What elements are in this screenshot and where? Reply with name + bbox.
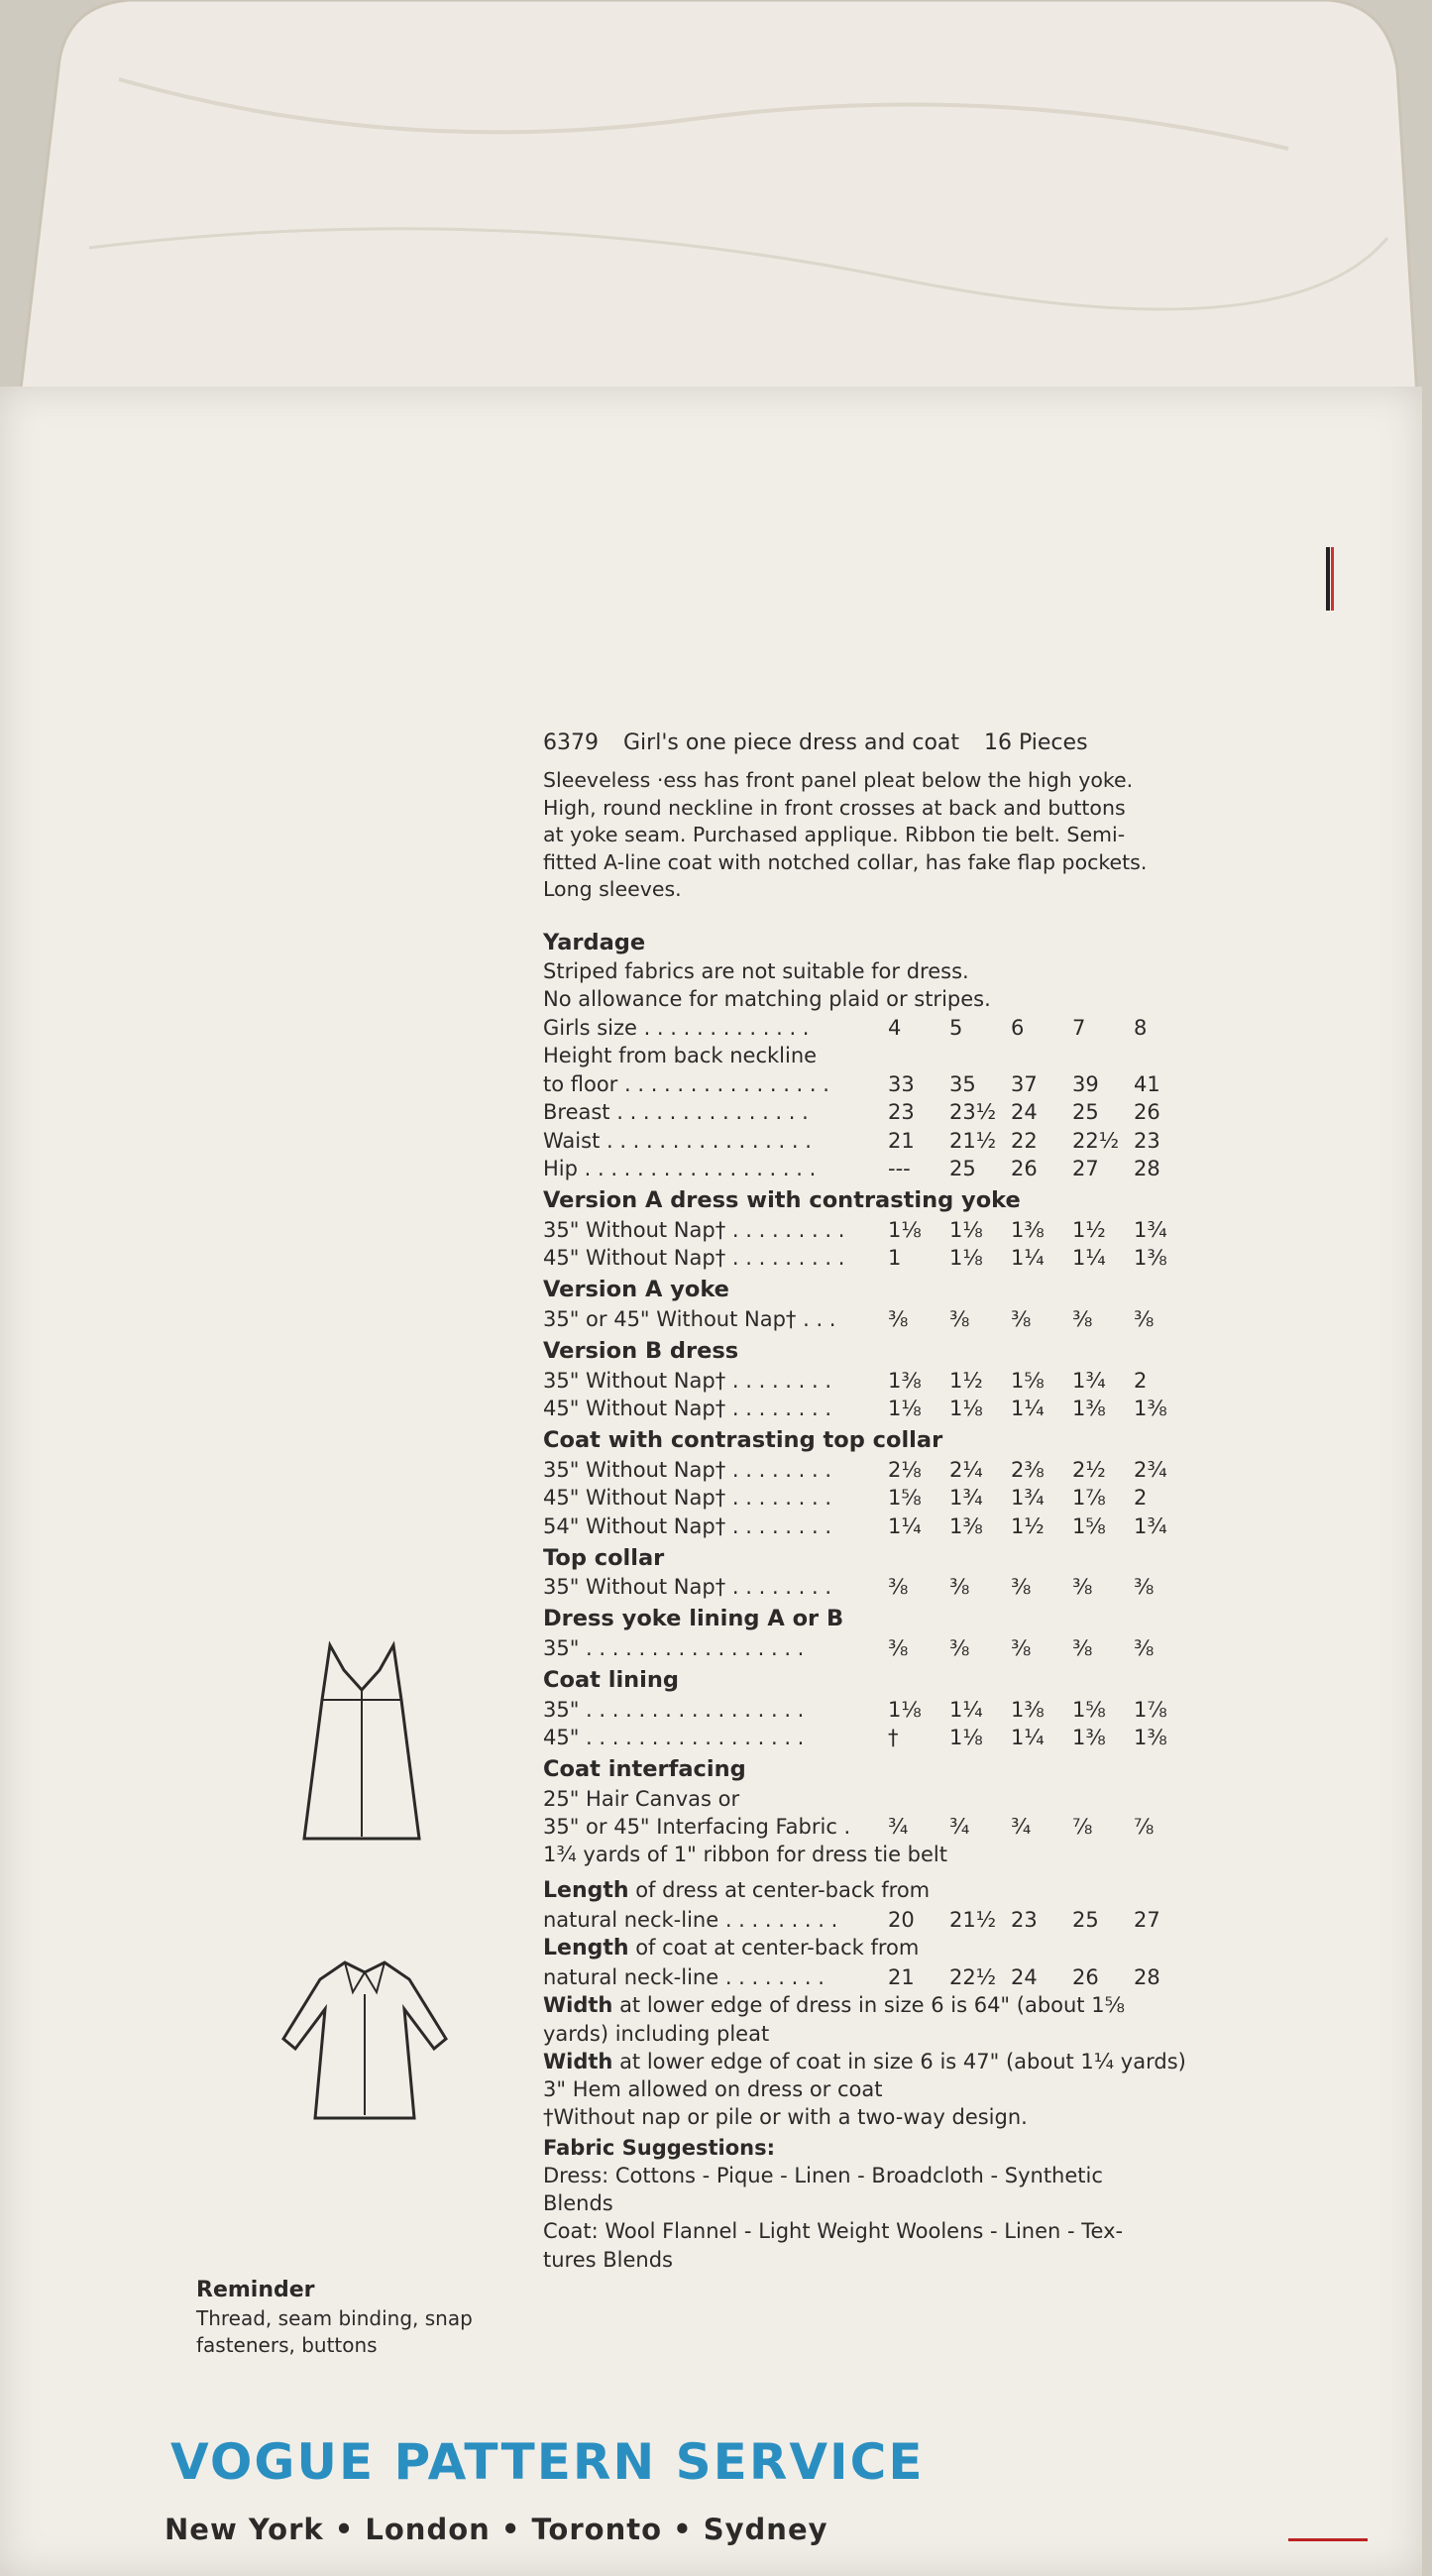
width-text: at lower edge of dress in size 6 is 64" (about 1⅝ (612, 1993, 1125, 2018)
row-value: ⅜ (949, 1635, 970, 1660)
row-value: 4 (888, 1015, 902, 1040)
fabric-line: Blends (543, 2191, 613, 2216)
yardage-row (543, 1512, 1197, 1540)
row-value: 1¼ (1011, 1726, 1045, 1750)
row-value: 33 (888, 1071, 915, 1096)
row-label: 35" or 45" Interfacing Fabric . (543, 1815, 851, 1840)
reminder-line: fasteners, buttons (196, 2332, 378, 2357)
row-value: 22½ (1072, 1128, 1120, 1153)
row-value: 1¼ (1072, 1246, 1106, 1271)
row-value: 8 (1134, 1015, 1148, 1040)
row-value: 39 (1072, 1071, 1099, 1096)
row-value: 1¾ (1134, 1513, 1167, 1538)
row-value: 6 (1011, 1015, 1025, 1040)
row-value: 27 (1134, 1908, 1160, 1933)
row-value: 26 (1134, 1100, 1160, 1125)
row-value: ⅞ (1134, 1815, 1155, 1840)
row-value: 2⅜ (1011, 1457, 1045, 1482)
row-label: 35" . . . . . . . . . . . . . . . . . (543, 1635, 805, 1660)
row-value: 1⅝ (1072, 1513, 1106, 1538)
row-value: 1⅜ (1072, 1726, 1106, 1750)
yardage-row (543, 1395, 1197, 1423)
description-line: High, round neckline in front crosses at back and buttons (543, 795, 1126, 820)
row-value: 1⅛ (888, 1397, 922, 1420)
row-value: 1⅞ (1134, 1697, 1167, 1722)
row-value: ⅜ (949, 1575, 970, 1600)
row-value: ⅜ (1134, 1575, 1155, 1600)
row-value: 26 (1011, 1157, 1038, 1181)
row-value: 1¼ (1011, 1397, 1045, 1420)
yardage-row (543, 1366, 1197, 1395)
row-value: 1⅜ (1134, 1246, 1167, 1271)
row-value: 21 (888, 1965, 915, 1990)
row-value: 1⅛ (949, 1726, 983, 1750)
yardage-row (543, 1484, 1197, 1512)
row-value: 1¼ (1011, 1246, 1045, 1271)
row-value: 23 (1011, 1908, 1038, 1933)
row-label: 54" Without Nap† . . . . . . . . (543, 1513, 832, 1538)
width-heading: Width (543, 1993, 613, 2018)
row-value: 2 (1134, 1368, 1148, 1393)
row-value: 1¾ (1134, 1217, 1167, 1242)
row-value: ⅜ (888, 1306, 909, 1331)
yardage-row (543, 1098, 1197, 1127)
yardage-row (543, 1042, 1197, 1070)
row-value: 22½ (949, 1965, 997, 1990)
row-label: Hip . . . . . . . . . . . . . . . . . . (543, 1157, 817, 1181)
hem-note: 3" Hem allowed on dress or coat (543, 2076, 883, 2101)
yardage-row (543, 1724, 1197, 1752)
pattern-pieces: 16 Pieces (984, 730, 1088, 755)
row-label: 45" . . . . . . . . . . . . . . . . . (543, 1726, 805, 1750)
row-value: ⅜ (888, 1635, 909, 1660)
row-value: ⅜ (1072, 1306, 1093, 1331)
row-value: 1⅞ (1072, 1486, 1106, 1511)
length-rows (543, 1876, 1197, 1991)
yardage-sections (543, 1185, 1197, 1841)
section-heading: Version B dress (543, 1337, 739, 1364)
length-heading (543, 1934, 1197, 1962)
row-value: 2½ (1072, 1457, 1106, 1482)
row-value: ⅜ (949, 1306, 970, 1331)
length-heading-bold: Length (543, 1878, 629, 1904)
dress-illustration (292, 1640, 431, 1848)
width-text: at lower edge of coat in size 6 is 47" (about 1¼ yards) (612, 2049, 1186, 2073)
yardage-heading: Yardage (543, 929, 646, 955)
row-value: 1⅜ (949, 1513, 983, 1538)
row-value: 37 (1011, 1071, 1038, 1096)
body-measurements (543, 1013, 1197, 1182)
row-value: ⅜ (888, 1575, 909, 1600)
row-value: ⅞ (1072, 1815, 1093, 1840)
row-value: 23 (888, 1100, 915, 1125)
row-value: 2 (1134, 1486, 1148, 1511)
row-value: 2¼ (949, 1457, 983, 1482)
row-value: ¾ (888, 1815, 909, 1840)
row-value: 2¾ (1134, 1457, 1167, 1482)
yardage-row (543, 1126, 1197, 1155)
yardage-row (543, 1215, 1197, 1244)
row-value: ¾ (949, 1815, 970, 1840)
pattern-title: Girl's one piece dress and coat (623, 730, 960, 755)
row-value: 5 (949, 1015, 963, 1040)
row-label: 35" Without Nap† . . . . . . . . . (543, 1217, 845, 1242)
yardage-row (543, 1634, 1197, 1663)
yardage-row (543, 1013, 1197, 1042)
yardage-note: No allowance for matching plaid or stripes. (543, 987, 991, 1012)
row-value: 20 (888, 1908, 915, 1933)
row-value: 1⅛ (949, 1217, 983, 1242)
row-value: 24 (1011, 1100, 1038, 1125)
yardage-row (543, 1963, 1197, 1992)
description-line: fitted A-line coat with notched collar, has fake flap pockets. (543, 849, 1148, 874)
row-value: 28 (1134, 1965, 1160, 1990)
row-value: 1¾ (949, 1486, 983, 1511)
coat-illustration (275, 1955, 454, 2123)
row-label: 45" Without Nap† . . . . . . . . . (543, 1246, 845, 1271)
length-heading-bold: Length (543, 1936, 629, 1961)
length-heading-rest: of dress at center-back from (628, 1878, 931, 1903)
brand-name: VOGUE PATTERN SERVICE (170, 2433, 925, 2491)
row-value: ⅜ (1011, 1306, 1032, 1331)
row-label: Waist . . . . . . . . . . . . . . . . (543, 1128, 812, 1153)
row-value: 1½ (1011, 1513, 1045, 1538)
row-value: 1⅛ (888, 1217, 922, 1242)
length-heading-rest: of coat at center-back from (628, 1936, 920, 1960)
width-line (543, 2020, 1197, 2048)
length-heading (543, 1876, 1197, 1905)
row-value: --- (888, 1157, 911, 1181)
width-line (543, 1991, 1197, 2019)
yardage-row (543, 1784, 1197, 1813)
section-heading: Version A yoke (543, 1277, 729, 1303)
yardage-row (543, 1573, 1197, 1602)
section-heading: Top collar (543, 1544, 665, 1571)
row-value: ⅜ (1072, 1575, 1093, 1600)
yardage-row (543, 1906, 1197, 1935)
row-value: 21 (888, 1128, 915, 1153)
width-heading: Width (543, 2049, 613, 2073)
row-value: 28 (1134, 1157, 1160, 1181)
row-value: 24 (1011, 1965, 1038, 1990)
row-value: 35 (949, 1071, 976, 1096)
row-value: 7 (1072, 1015, 1086, 1040)
row-value: 25 (1072, 1100, 1099, 1125)
fabric-line: tures Blends (543, 2247, 673, 2272)
row-value: 1⅛ (949, 1397, 983, 1420)
row-value: 1⅜ (1011, 1217, 1045, 1242)
width-line (543, 2048, 1197, 2075)
fabric-heading: Fabric Suggestions: (543, 2136, 776, 2161)
row-label: 35" Without Nap† . . . . . . . . (543, 1457, 832, 1482)
row-value: ⅜ (1134, 1306, 1155, 1331)
row-value: 23 (1134, 1128, 1160, 1153)
row-label: 35" . . . . . . . . . . . . . . . . . (543, 1697, 805, 1722)
brand-cities: New York • London • Toronto • Sydney (165, 2513, 828, 2546)
row-value: 1⅜ (1134, 1726, 1167, 1750)
yardage-note: Striped fabrics are not suitable for dress. (543, 958, 969, 983)
yardage-row (543, 1813, 1197, 1842)
yardage-row (543, 1244, 1197, 1273)
row-value: 1⅜ (1011, 1697, 1045, 1722)
row-value: 41 (1134, 1071, 1160, 1096)
row-value: 1⅜ (888, 1368, 922, 1393)
description-line: at yoke seam. Purchased applique. Ribbon tie belt. Semi- (543, 823, 1126, 847)
pattern-description (543, 767, 1197, 903)
section-heading: Dress yoke lining A or B (543, 1606, 844, 1632)
yardage-row (543, 1695, 1197, 1724)
row-value: ¾ (1011, 1815, 1032, 1840)
row-value: 1⅝ (1011, 1368, 1045, 1393)
row-value: 25 (1072, 1908, 1099, 1933)
edge-mark-red (1331, 547, 1334, 611)
row-label: Height from back neckline (543, 1044, 818, 1068)
section-heading: Coat interfacing (543, 1756, 746, 1783)
row-value: ⅜ (1134, 1635, 1155, 1660)
yardage-row (543, 1155, 1197, 1183)
reminder-line: Thread, seam binding, snap (196, 2305, 473, 2330)
width-notes (543, 1991, 1197, 2074)
row-value: 1½ (1072, 1217, 1106, 1242)
row-label: 35" Without Nap† . . . . . . . . (543, 1575, 832, 1600)
pattern-number: 6379 (543, 730, 599, 755)
pattern-info (543, 728, 1197, 2274)
row-value: 1⅜ (1072, 1397, 1106, 1420)
reminder (196, 2276, 523, 2359)
section-heading: Version A dress with contrasting yoke (543, 1187, 1021, 1214)
row-value: 1½ (949, 1368, 983, 1393)
row-value: 21½ (949, 1128, 997, 1153)
reminder-heading: Reminder (196, 2278, 315, 2302)
description-line: Sleeveless ·ess has front panel pleat below the high yoke. (543, 768, 1134, 793)
width-text: yards) including pleat (543, 2021, 770, 2046)
yardage-row (543, 1304, 1197, 1333)
row-value: 26 (1072, 1965, 1099, 1990)
nap-note: †Without nap or pile or with a two-way design. (543, 2104, 1028, 2129)
row-label: 45" Without Nap† . . . . . . . . (543, 1397, 832, 1420)
row-value: 1¾ (1072, 1368, 1106, 1393)
row-label: to floor . . . . . . . . . . . . . . . . (543, 1071, 829, 1096)
row-value: 1 (888, 1246, 902, 1271)
fabric-line: Dress: Cottons - Pique - Linen - Broadcloth - Synthetic (543, 2164, 1103, 2188)
row-label: 45" Without Nap† . . . . . . . . (543, 1486, 832, 1511)
row-value: 1⅝ (1072, 1697, 1106, 1722)
row-value: † (888, 1726, 899, 1750)
envelope-flap (0, 0, 1432, 416)
section-heading: Coat with contrasting top collar (543, 1427, 943, 1454)
row-value: 21½ (949, 1908, 997, 1933)
yardage-row (543, 1069, 1197, 1098)
row-value: 25 (949, 1157, 976, 1181)
row-value: 27 (1072, 1157, 1099, 1181)
bottom-mark (1288, 2538, 1368, 2541)
pattern-title-line (543, 728, 1197, 757)
row-label: Girls size . . . . . . . . . . . . . (543, 1015, 810, 1040)
row-value: ⅜ (1011, 1635, 1032, 1660)
row-value: ⅜ (1011, 1575, 1032, 1600)
row-value: 1¾ (1011, 1486, 1045, 1511)
yardage-row (543, 1455, 1197, 1484)
row-label: 35" Without Nap† . . . . . . . . (543, 1368, 832, 1393)
row-value: 2⅛ (888, 1457, 922, 1482)
section-heading: Coat lining (543, 1667, 680, 1694)
ribbon-note: 1¾ yards of 1" ribbon for dress tie belt (543, 1843, 947, 1867)
fabric-line: Coat: Wool Flannel - Light Weight Woolens - Linen - Tex- (543, 2219, 1124, 2244)
row-value: 1¼ (949, 1697, 983, 1722)
row-value: 22 (1011, 1128, 1038, 1153)
row-value: 1⅝ (888, 1486, 922, 1511)
row-label: Breast . . . . . . . . . . . . . . . (543, 1100, 809, 1125)
row-label: natural neck-line . . . . . . . . . (543, 1908, 838, 1933)
edge-mark (1326, 547, 1330, 611)
description-line: Long sleeves. (543, 877, 682, 902)
row-value: 1¼ (888, 1513, 922, 1538)
row-value: ⅜ (1072, 1635, 1093, 1660)
row-label: 35" or 45" Without Nap† . . . (543, 1306, 836, 1331)
row-value: 1⅛ (949, 1246, 983, 1271)
row-value: 1⅜ (1134, 1397, 1167, 1420)
row-label: natural neck-line . . . . . . . . (543, 1965, 825, 1990)
row-value: 1⅛ (888, 1697, 922, 1722)
row-value: 23½ (949, 1100, 997, 1125)
row-label: 25" Hair Canvas or (543, 1786, 740, 1811)
